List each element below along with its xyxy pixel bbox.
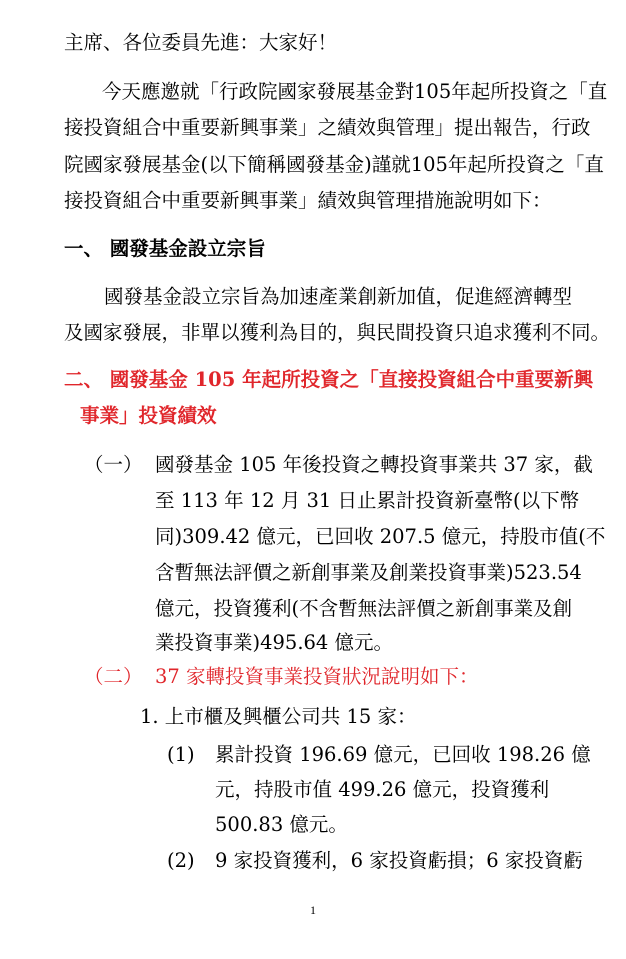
item-1-marker: （一） — [84, 453, 143, 476]
section-1-heading: 一、 國發基金設立宗旨 — [64, 237, 266, 260]
subitem-1-label: 1. 上市櫃及興櫃公司共 15 家： — [140, 705, 417, 728]
item-1-line-3: 同)309.42 億元，已回收 207.5 億元，持股市值(不 — [155, 525, 606, 548]
section-1-body-line-2: 及國家發展，非單以獲利為目的，與民間投資只追求獲利不同。 — [64, 321, 611, 344]
point-2-marker: (2) — [167, 849, 195, 872]
item-1-line-4: 含暫無法評價之新創事業及創業投資事業)523.54 — [155, 561, 582, 584]
section-1-body-line-1: 國發基金設立宗旨為加速產業創新加值，促進經濟轉型 — [104, 285, 573, 308]
section-2-heading-line-2: 事業」投資績效 — [80, 404, 217, 427]
point-1-marker: (1) — [167, 743, 195, 766]
page-number: 1 — [310, 903, 316, 917]
item-1-line-5: 億元，投資獲利(不含暫無法評價之新創事業及創 — [155, 597, 573, 620]
point-1-line-3: 500.83 億元。 — [215, 813, 348, 836]
point-1-line-2: 元，持股市值 499.26 億元，投資獲利 — [215, 778, 550, 801]
item-2-marker: （二） — [84, 665, 143, 688]
section-2-heading-line-1: 二、 國發基金 105 年起所投資之「直接投資組合中重要新興 — [64, 368, 594, 391]
intro-line-3: 院國家發展基金(以下簡稱國發基金)謹就105年起所投資之「直 — [64, 153, 604, 176]
item-1-line-6: 業投資事業)495.64 億元。 — [155, 631, 394, 654]
item-1-line-2: 至 113 年 12 月 31 日止累計投資新臺幣(以下幣 — [155, 489, 580, 512]
intro-line-4: 接投資組合中重要新興事業」績效與管理措施說明如下： — [64, 189, 552, 212]
greeting: 主席、各位委員先進：大家好！ — [64, 31, 338, 54]
intro-line-2: 接投資組合中重要新興事業」之績效與管理」提出報告，行政 — [64, 116, 591, 139]
point-2-line-1: 9 家投資獲利，6 家投資虧損；6 家投資虧 — [215, 849, 583, 872]
intro-line-1: 今天應邀就「行政院國家發展基金對105年起所投資之「直 — [102, 80, 608, 103]
item-1-line-1: 國發基金 105 年後投資之轉投資事業共 37 家，截 — [155, 453, 593, 476]
point-1-line-1: 累計投資 196.69 億元，已回收 198.26 億 — [215, 743, 591, 766]
item-2-text: 37 家轉投資事業投資狀況說明如下： — [155, 665, 479, 688]
